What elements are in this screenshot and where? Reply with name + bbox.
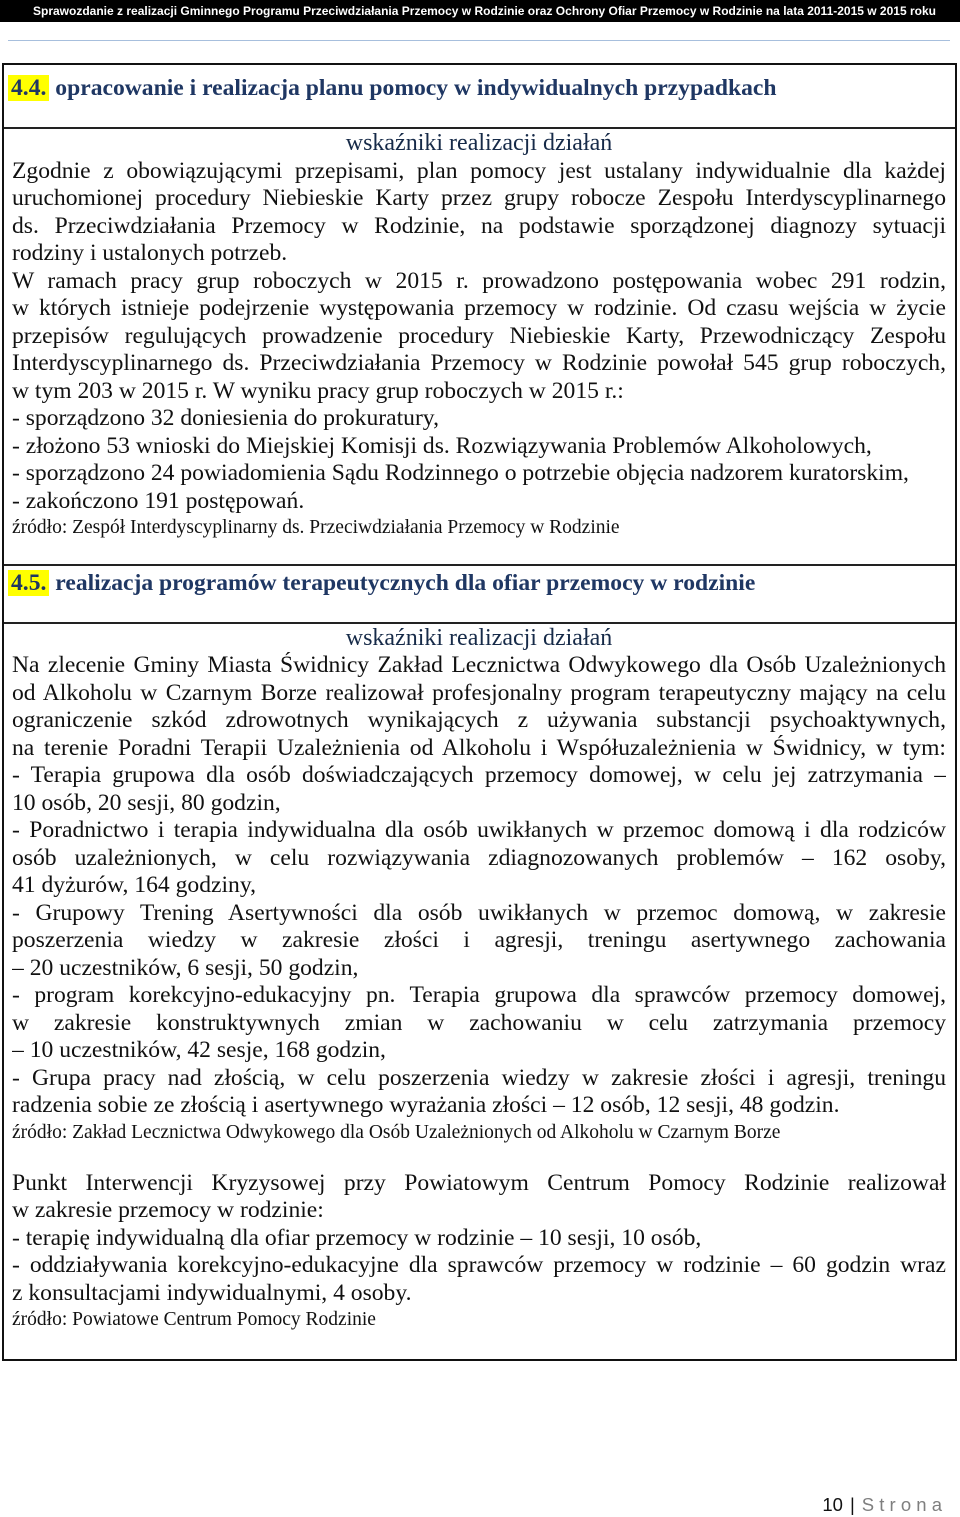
section-title-text: opracowanie i realizacja planu pomocy w indywidualnych przypadkach bbox=[55, 74, 777, 101]
list-item: osób uzależnionych, w celu rozwiązywania zdiagnozowanych problemów – 162 osoby, bbox=[12, 844, 946, 871]
body-line: W ramach pracy grup roboczych w 2015 r. prowadzono postępowania wobec 291 rodzin, bbox=[12, 267, 946, 294]
list-item: – 20 uczestników, 6 sesji, 50 godzin, bbox=[12, 954, 359, 981]
source-note: źródło: Powiatowe Centrum Pomocy Rodzinie bbox=[12, 1309, 376, 1330]
body-line: od Alkoholu w Czarnym Borze realizował profesjonalny program terapeutyczny mający na celu bbox=[12, 679, 946, 706]
body-line: rodziny i ustalonych potrzeb. bbox=[12, 240, 288, 266]
page-label: S t r o n a bbox=[861, 1494, 942, 1515]
paragraph-gap bbox=[12, 1146, 946, 1170]
page-number: 10 bbox=[822, 1494, 843, 1515]
body-line: Punkt Interwencji Kryzysowej przy Powiatowym Centrum Pomocy Rodzinie realizował bbox=[12, 1169, 946, 1196]
footer-separator: | bbox=[849, 1494, 855, 1515]
row-divider bbox=[4, 127, 955, 129]
list-item: - program korekcyjno-edukacyjny pn. Terapia grupowa dla sprawców przemocy domowej, bbox=[12, 982, 946, 1008]
list-item: radzenia sobie ze złością i asertywnego wyrażania złości – 12 osób, 12 sesji, 48 godzin. bbox=[12, 1092, 840, 1118]
list-item: 10 osób, 20 sesji, 80 godzin, bbox=[12, 789, 281, 816]
body-line: w zakresie przemocy w rodzinie: bbox=[12, 1197, 324, 1223]
section-number: 4.5. bbox=[8, 570, 49, 596]
list-item: - sporządzono 32 doniesienia do prokuratury, bbox=[12, 405, 439, 431]
list-item: w zakresie konstruktywnych zmian w zachowaniu w celu zatrzymania przemocy bbox=[12, 1009, 946, 1036]
list-item: - Grupa pracy nad złością, w celu poszerzenia wiedzy w zakresie złości i agresji, treningu bbox=[12, 1064, 946, 1091]
list-item: - złożono 53 wnioski do Miejskiej Komisji ds. Rozwiązywania Problemów Alkoholowych, bbox=[12, 432, 872, 459]
body-line: przepisów regulujących prowadzenie procedury Niebieskie Karty, Przewodniczący Zespołu bbox=[12, 322, 946, 349]
body-line: ograniczenie szkód zdrowotnych wynikających z używania substancji psychoaktywnych, bbox=[12, 707, 946, 733]
body-line: Interdyscyplinarnego ds. Przeciwdziałania Przemocy w Rodzinie powołał 545 grup roboczych, bbox=[12, 350, 946, 376]
list-item: - zakończono 191 postępowań. bbox=[12, 487, 305, 514]
indicators-heading: wskaźniki realizacji działań bbox=[345, 624, 613, 651]
source-note: źródło: Zespół Interdyscyplinarny ds. Przeciwdziałania Przemocy w Rodzinie bbox=[12, 517, 620, 538]
section-body-4-5 bbox=[12, 625, 946, 1334]
body-line: Zgodnie z obowiązującymi przepisami, plan pomocy jest ustalany indywidualnie dla każdej bbox=[12, 157, 946, 184]
list-item: - sporządzono 24 powiadomienia Sądu Rodzinnego o potrzebie objęcia nadzorem kuratorskim, bbox=[12, 460, 909, 486]
list-item: – 10 uczestników, 42 sesje, 168 godzin, bbox=[12, 1037, 386, 1063]
list-item: poszerzenia wiedzy w zakresie złości i agresji, treningu asertywnego zachowania bbox=[12, 927, 946, 953]
body-line: w tym 203 w 2015 r. W wyniku pracy grup roboczych w 2015 r.: bbox=[12, 377, 624, 404]
list-item: z konsultacjami indywidualnymi, 4 osoby. bbox=[12, 1279, 412, 1306]
source-note: źródło: Zakład Lecznictwa Odwykowego dla Osób Uzależnionych od Alkoholu w Czarnym Borze bbox=[12, 1121, 781, 1143]
body-line: w których istnieje podejrzenie występowania przemocy w rodzinie. Od czasu wejścia w życie bbox=[12, 295, 946, 321]
body-line: uruchomionej procedury Niebieskie Karty przez grupy robocze Zespołu Interdyscyplinarnego bbox=[12, 185, 946, 211]
list-item: - oddziaływania korekcyjno-edukacyjne dla sprawców przemocy w rodzinie – 60 godzin wraz bbox=[12, 1252, 946, 1278]
body-line: Na zlecenie Gminy Miasta Świdnicy Zakład Lecznictwa Odwykowego dla Osób Uzależnionych bbox=[12, 652, 946, 678]
body-line: ds. Przeciwdziałania Przemocy w Rodzinie, na podstawie sporządzonej diagnozy sytuacji bbox=[12, 212, 946, 239]
header-rule bbox=[8, 40, 950, 41]
content-table bbox=[2, 63, 957, 1361]
list-item: - Poradnictwo i terapia indywidualna dla osób uwikłanych w przemoc domową i dla rodziców bbox=[12, 817, 946, 843]
section-title-4-4 bbox=[8, 74, 777, 102]
section-body-4-4 bbox=[12, 130, 946, 541]
list-item: - terapię indywidualną dla ofiar przemocy w rodzinie – 10 sesji, 10 osób, bbox=[12, 1224, 702, 1251]
running-header-title: Sprawozdanie z realizacji Gminnego Programu Przeciwdziałania Przemocy w Rodzinie oraz Ochrony Ofiar Przemocy w Rodzinie na lata 2011-2015 w 2015 roku bbox=[33, 4, 936, 18]
body-line: na terenie Poradni Terapii Uzależnienia od Alkoholu i Współuzależnienia w Świdnicy, w tym: bbox=[12, 734, 946, 761]
section-number: 4.4. bbox=[8, 75, 49, 101]
running-header-bar bbox=[0, 0, 960, 22]
page-footer bbox=[822, 1492, 942, 1517]
section-title-text: realizacja programów terapeutycznych dla ofiar przemocy w rodzinie bbox=[55, 569, 756, 596]
list-item: - Grupowy Trening Asertywności dla osób uwikłanych w przemoc domową, w zakresie bbox=[12, 899, 946, 926]
row-divider bbox=[4, 564, 955, 566]
indicators-heading: wskaźniki realizacji działań bbox=[345, 130, 613, 156]
section-title-4-5 bbox=[8, 569, 755, 597]
list-item: 41 dyżurów, 164 godziny, bbox=[12, 872, 256, 898]
list-item: - Terapia grupowa dla osób doświadczających przemocy domowej, w celu jej zatrzymania – bbox=[12, 762, 946, 788]
